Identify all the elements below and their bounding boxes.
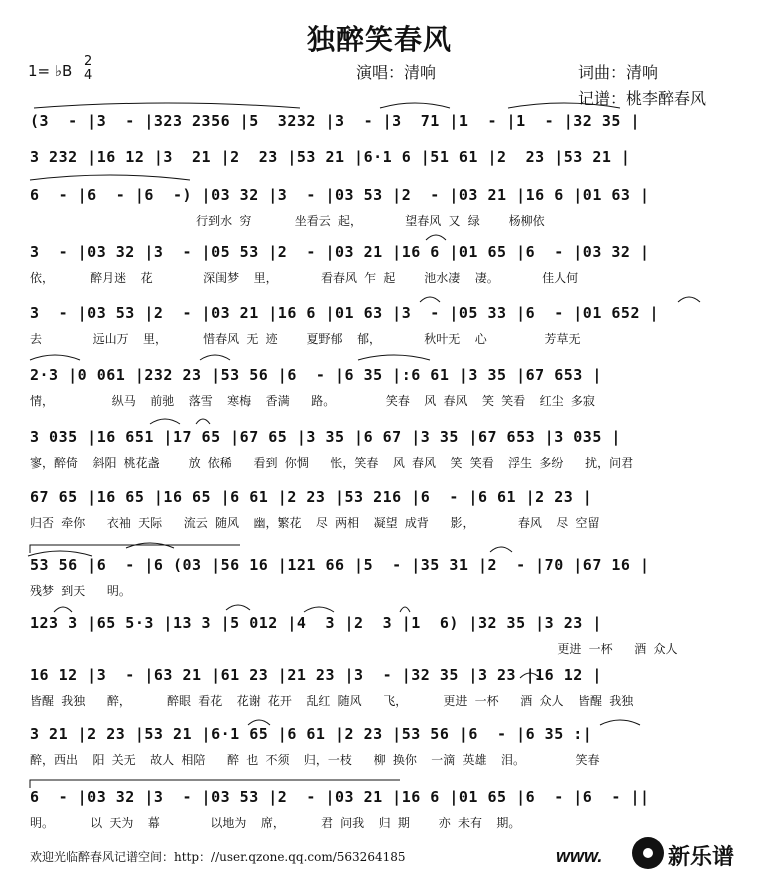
notation-line: 6 - |03 32 |3 - |03 53 |2 - |03 21 |16 6 |01 65 |6 - |6 - || [30, 788, 650, 806]
lyrics-line: 醉，西出 阳 关无 故人 相陪 醉 也 不须 归，一枝 柳 换你 一滴 英雄 泪。 笑春 [30, 753, 600, 767]
notation-line: 6 - |6 - |6 -) |03 32 |3 - |03 53 |2 - |03 21 |16 6 |01 63 | [30, 186, 650, 204]
song-title: 独醉笑春风 [306, 23, 452, 56]
lyrics-line: 情， 纵马 前驰 落雪 寒梅 香满 路。 笑春 风 春风 笑 笑看 红尘 多寂 [30, 394, 595, 408]
site-logo[interactable] [556, 836, 756, 872]
notation-line: 123 3 |65 5·3 |13 3 |5 012 |4 3 |2 3 |1 6) |32 35 |3 23 | [30, 614, 602, 632]
slur-arc [126, 543, 174, 548]
slur-arc [426, 235, 446, 240]
slur-arc [196, 419, 210, 424]
slur-arc [420, 297, 440, 302]
logo-prefix: www. [556, 846, 603, 866]
slur-arc [600, 720, 640, 725]
slur-arc [358, 355, 430, 360]
notation-line: 16 12 |3 - |63 21 |61 23 |21 23 |3 - |32 35 |3 23 |16 12 | [30, 666, 602, 684]
lyrics-line: 依， 醉月迷 花 深闺梦 里， 看春风 乍 起 池水凄 凄。 佳人何 [30, 271, 579, 285]
lyrics-line: 皆醒 我独 醉， 醉眼 看花 花谢 花开 乱红 随风 飞， 更进 一杯 酒 众人 皆醒 我独 [30, 694, 634, 708]
meter-bottom: 4 [84, 68, 93, 83]
lyrics-line: 归否 牵你 衣袖 天际 流云 随风 幽，繁花 尽 两相 凝望 成背 影， 春风 尽 空留 [30, 516, 600, 530]
notation-line: 3 035 |16 651 |17 65 |67 65 |3 35 |6 67 |3 35 |67 653 |3 035 | [30, 428, 621, 446]
slur-arc [304, 607, 334, 612]
slur-arc [200, 355, 230, 360]
lyrics-line: 更进 一杯 酒 众人 [30, 642, 678, 656]
key-signature: 1= ♭B [28, 62, 73, 80]
slur-arc [490, 547, 512, 552]
slur-arc [34, 103, 300, 108]
slur-arc [226, 605, 250, 610]
lyrics-line: 明。 以 天为 幕 以地为 席， 君 问我 归 期 亦 未有 期。 [30, 816, 521, 830]
notation-line: 3 - |03 53 |2 - |03 21 |16 6 |01 63 |3 - |05 33 |6 - |01 652 | [30, 304, 660, 322]
slur-arc [54, 607, 72, 612]
meter-top: 2 [84, 54, 93, 69]
notation-line: 2·3 |0 061 |232 23 |53 56 |6 - |6 35 |:6 61 |3 35 |67 653 | [30, 366, 602, 384]
singer-credit: 演唱：清响 [356, 63, 437, 82]
notation-line: 3 - |03 32 |3 - |05 53 |2 - |03 21 |16 6 |01 65 |6 - |03 32 | [30, 243, 650, 261]
slur-arc [150, 419, 180, 424]
logo-brand: 新乐谱 [668, 845, 735, 870]
time-signature [84, 55, 92, 83]
slur-arc [400, 607, 410, 612]
composer-credit: 词曲：清响 [578, 63, 659, 82]
slur-arc [380, 103, 450, 108]
notation-line: 3 21 |2 23 |53 21 |6·1 65 |6 61 |2 23 |53 56 |6 - |6 35 :| [30, 725, 593, 743]
slur-arc [30, 175, 190, 180]
notation-line: 67 65 |16 65 |16 65 |6 61 |2 23 |53 216 |6 - |6 61 |2 23 | [30, 488, 593, 506]
lyrics-line: 残梦 到天 明。 [30, 584, 131, 598]
notation-line: (3 - |3 - |323 2356 |5 3232 |3 - |3 71 |1 - |1 - |32 35 | [30, 112, 640, 130]
volta-bracket [30, 780, 400, 788]
lyrics-line: 寥，醉倚 斜阳 桃花盏 放 依稀 看到 你惆 怅，笑春 风 春风 笑 笑看 浮生 多纷 扰，问君 [30, 456, 634, 470]
footer-link-text[interactable]: 欢迎光临醉春风记谱空间：http：//user.qzone.qq.com/563264185 [30, 850, 406, 864]
notation-line: 3 232 |16 12 |3 21 |2 23 |53 21 |6·1 6 |51 61 |2 23 |53 21 | [30, 148, 631, 166]
notation-line: 53 56 |6 - |6 (03 |56 16 |121 66 |5 - |35 31 |2 - |70 |67 16 | [30, 556, 650, 574]
lyrics-line: 行到水 穷 坐看云 起， 望春风 又 绿 杨柳依 [30, 214, 545, 228]
volta-bracket [30, 545, 240, 553]
slur-arc [678, 297, 700, 302]
transcriber-credit: 记谱：桃李醉春风 [578, 89, 707, 108]
disc-icon [632, 837, 664, 869]
slur-arc [30, 355, 80, 360]
lyrics-line: 去 远山万 里， 惜春风 无 迹 夏野郁 郁， 秋叶无 心 芳草无 [30, 332, 581, 346]
